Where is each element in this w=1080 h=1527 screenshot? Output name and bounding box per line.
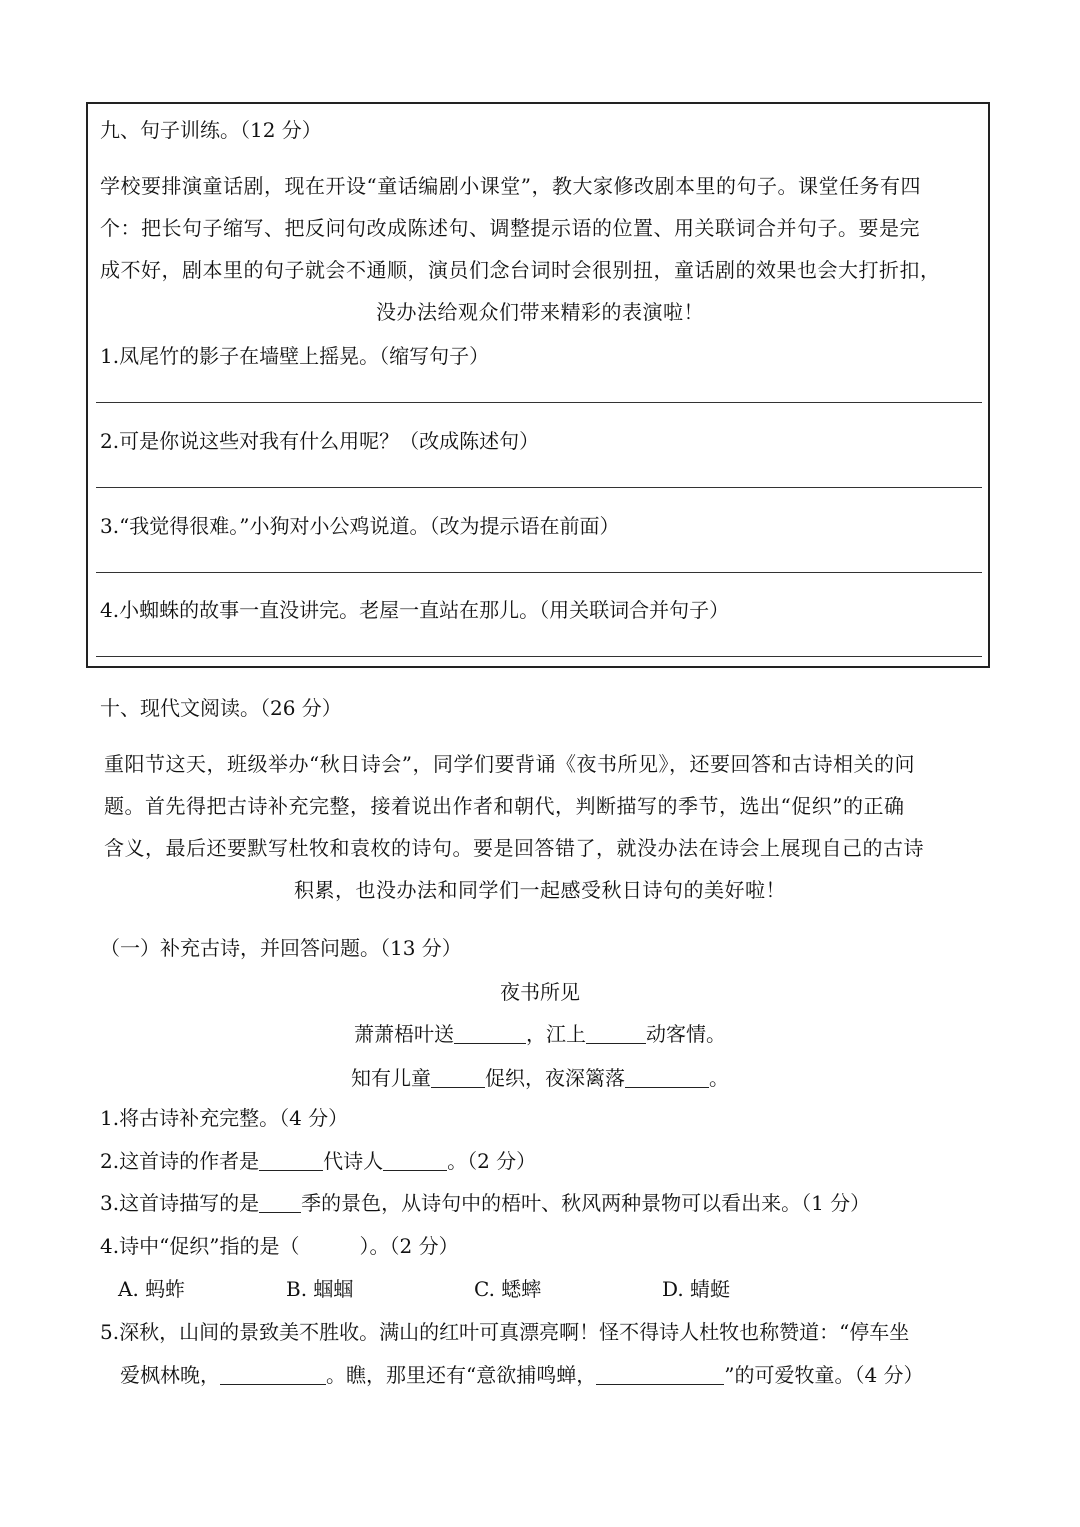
poem-line2-part1: 知有儿童 bbox=[351, 1066, 431, 1090]
s10-question2 bbox=[100, 1145, 536, 1174]
s10-question5-part2: 。瞧，那里还有“意欲捕鸣蝉， bbox=[326, 1363, 597, 1387]
poem-line1-part1: 萧萧梧叶送 bbox=[354, 1022, 454, 1046]
answer-line-q1[interactable] bbox=[96, 402, 982, 403]
poem-blank3[interactable] bbox=[431, 1067, 485, 1088]
section9-intro-line1: 学校要排演童话剧，现在开设“童话编剧小课堂”，教大家修改剧本里的句子。课堂任务有四 bbox=[100, 174, 921, 198]
section9-question2: 2.可是你说这些对我有什么用呢？（改成陈述句） bbox=[100, 429, 540, 453]
poem-line2-part3: 。 bbox=[709, 1066, 729, 1090]
s10-question3-part1: 3.这首诗描写的是 bbox=[100, 1191, 260, 1215]
poem-line2-part2: 促织，夜深篱落 bbox=[485, 1066, 625, 1090]
s10-question3-part2: 季的景色，从诗句中的梧叶、秋风两种景物可以看出来。（1 分） bbox=[301, 1191, 871, 1215]
answer-line-q2[interactable] bbox=[96, 487, 982, 488]
section9-intro-line2: 个：把长句子缩写、把反问句改成陈述句、调整提示语的位置、用关联词合并句子。要是完 bbox=[100, 216, 920, 240]
s10-question4: 4.诗中“促织”指的是（ ）。（2 分） bbox=[100, 1234, 459, 1258]
season-blank[interactable] bbox=[259, 1192, 301, 1213]
section10-title: 十、现代文阅读。（26 分） bbox=[100, 696, 342, 720]
poem-blank2[interactable] bbox=[586, 1023, 646, 1044]
section9-question4: 4.小蜘蛛的故事一直没讲完。老屋一直站在那儿。（用关联词合并句子） bbox=[100, 598, 730, 622]
poem-line2 bbox=[0, 1062, 1080, 1091]
poem-blank4[interactable] bbox=[625, 1067, 709, 1088]
s10-question2-part2: 代诗人 bbox=[323, 1149, 384, 1173]
s10-question1: 1.将古诗补充完整。（4 分） bbox=[100, 1106, 349, 1130]
yuanmei-poem-blank[interactable] bbox=[596, 1364, 724, 1385]
option-b[interactable]: B. 蝈蝈 bbox=[286, 1277, 354, 1301]
answer-line-q4[interactable] bbox=[96, 656, 982, 657]
s10-question5-line1: 5.深秋，山间的景致美不胜收。满山的红叶可真漂亮啊！怪不得诗人杜牧也称赞道：“停车坐 bbox=[100, 1320, 910, 1344]
option-a[interactable]: A. 蚂蚱 bbox=[118, 1277, 186, 1301]
dynasty-blank[interactable] bbox=[259, 1150, 323, 1171]
section10-intro-line3: 含义，最后还要默写杜牧和袁枚的诗句。要是回答错了，就没办法在诗会上展现自己的古诗 bbox=[104, 836, 924, 860]
poem-title: 夜书所见 bbox=[500, 980, 580, 1004]
dumu-poem-blank[interactable] bbox=[220, 1364, 326, 1385]
poem-line1-part2: ，江上 bbox=[526, 1022, 586, 1046]
section9-title: 九、句子训练。（12 分） bbox=[100, 118, 322, 142]
poem-blank1[interactable] bbox=[454, 1023, 526, 1044]
section10-intro-line2: 题。首先得把古诗补充完整，接着说出作者和朝代，判断描写的季节，选出“促织”的正确 bbox=[104, 794, 905, 818]
s10-question5-part3: ”的可爱牧童。（4 分） bbox=[724, 1363, 924, 1387]
section9-intro-line3: 成不好，剧本里的句子就会不通顺，演员们念台词时会很别扭，童话剧的效果也会大打折扣， bbox=[100, 258, 941, 282]
section10-intro-line4: 积累，也没办法和同学们一起感受秋日诗句的美好啦！ bbox=[294, 878, 786, 902]
section9-intro-line4: 没办法给观众们带来精彩的表演啦！ bbox=[376, 300, 704, 324]
section9-question3: 3.“我觉得很难。”小狗对小公鸡说道。（改为提示语在前面） bbox=[100, 514, 620, 538]
poet-blank[interactable] bbox=[383, 1150, 447, 1171]
section10-intro-line1: 重阳节这天，班级举办“秋日诗会”，同学们要背诵《夜书所见》，还要回答和古诗相关的问 bbox=[104, 752, 915, 776]
poem-line1-part3: 动客情。 bbox=[646, 1022, 726, 1046]
s10-question2-part3: 。（2 分） bbox=[447, 1149, 537, 1173]
s10-question3 bbox=[100, 1187, 870, 1216]
answer-line-q3[interactable] bbox=[96, 572, 982, 573]
s10-question5-line2 bbox=[120, 1359, 924, 1388]
section9-question1: 1.凤尾竹的影子在墙壁上摇晃。（缩写句子） bbox=[100, 344, 490, 368]
s10-question5-part1: 爱枫林晚， bbox=[120, 1363, 220, 1387]
poem-line1 bbox=[0, 1018, 1080, 1047]
s10-question2-part1: 2.这首诗的作者是 bbox=[100, 1149, 260, 1173]
option-c[interactable]: C. 蟋蟀 bbox=[474, 1277, 542, 1301]
part1-title: （一）补充古诗，并回答问题。（13 分） bbox=[100, 936, 462, 960]
option-d[interactable]: D. 蜻蜓 bbox=[662, 1277, 731, 1301]
